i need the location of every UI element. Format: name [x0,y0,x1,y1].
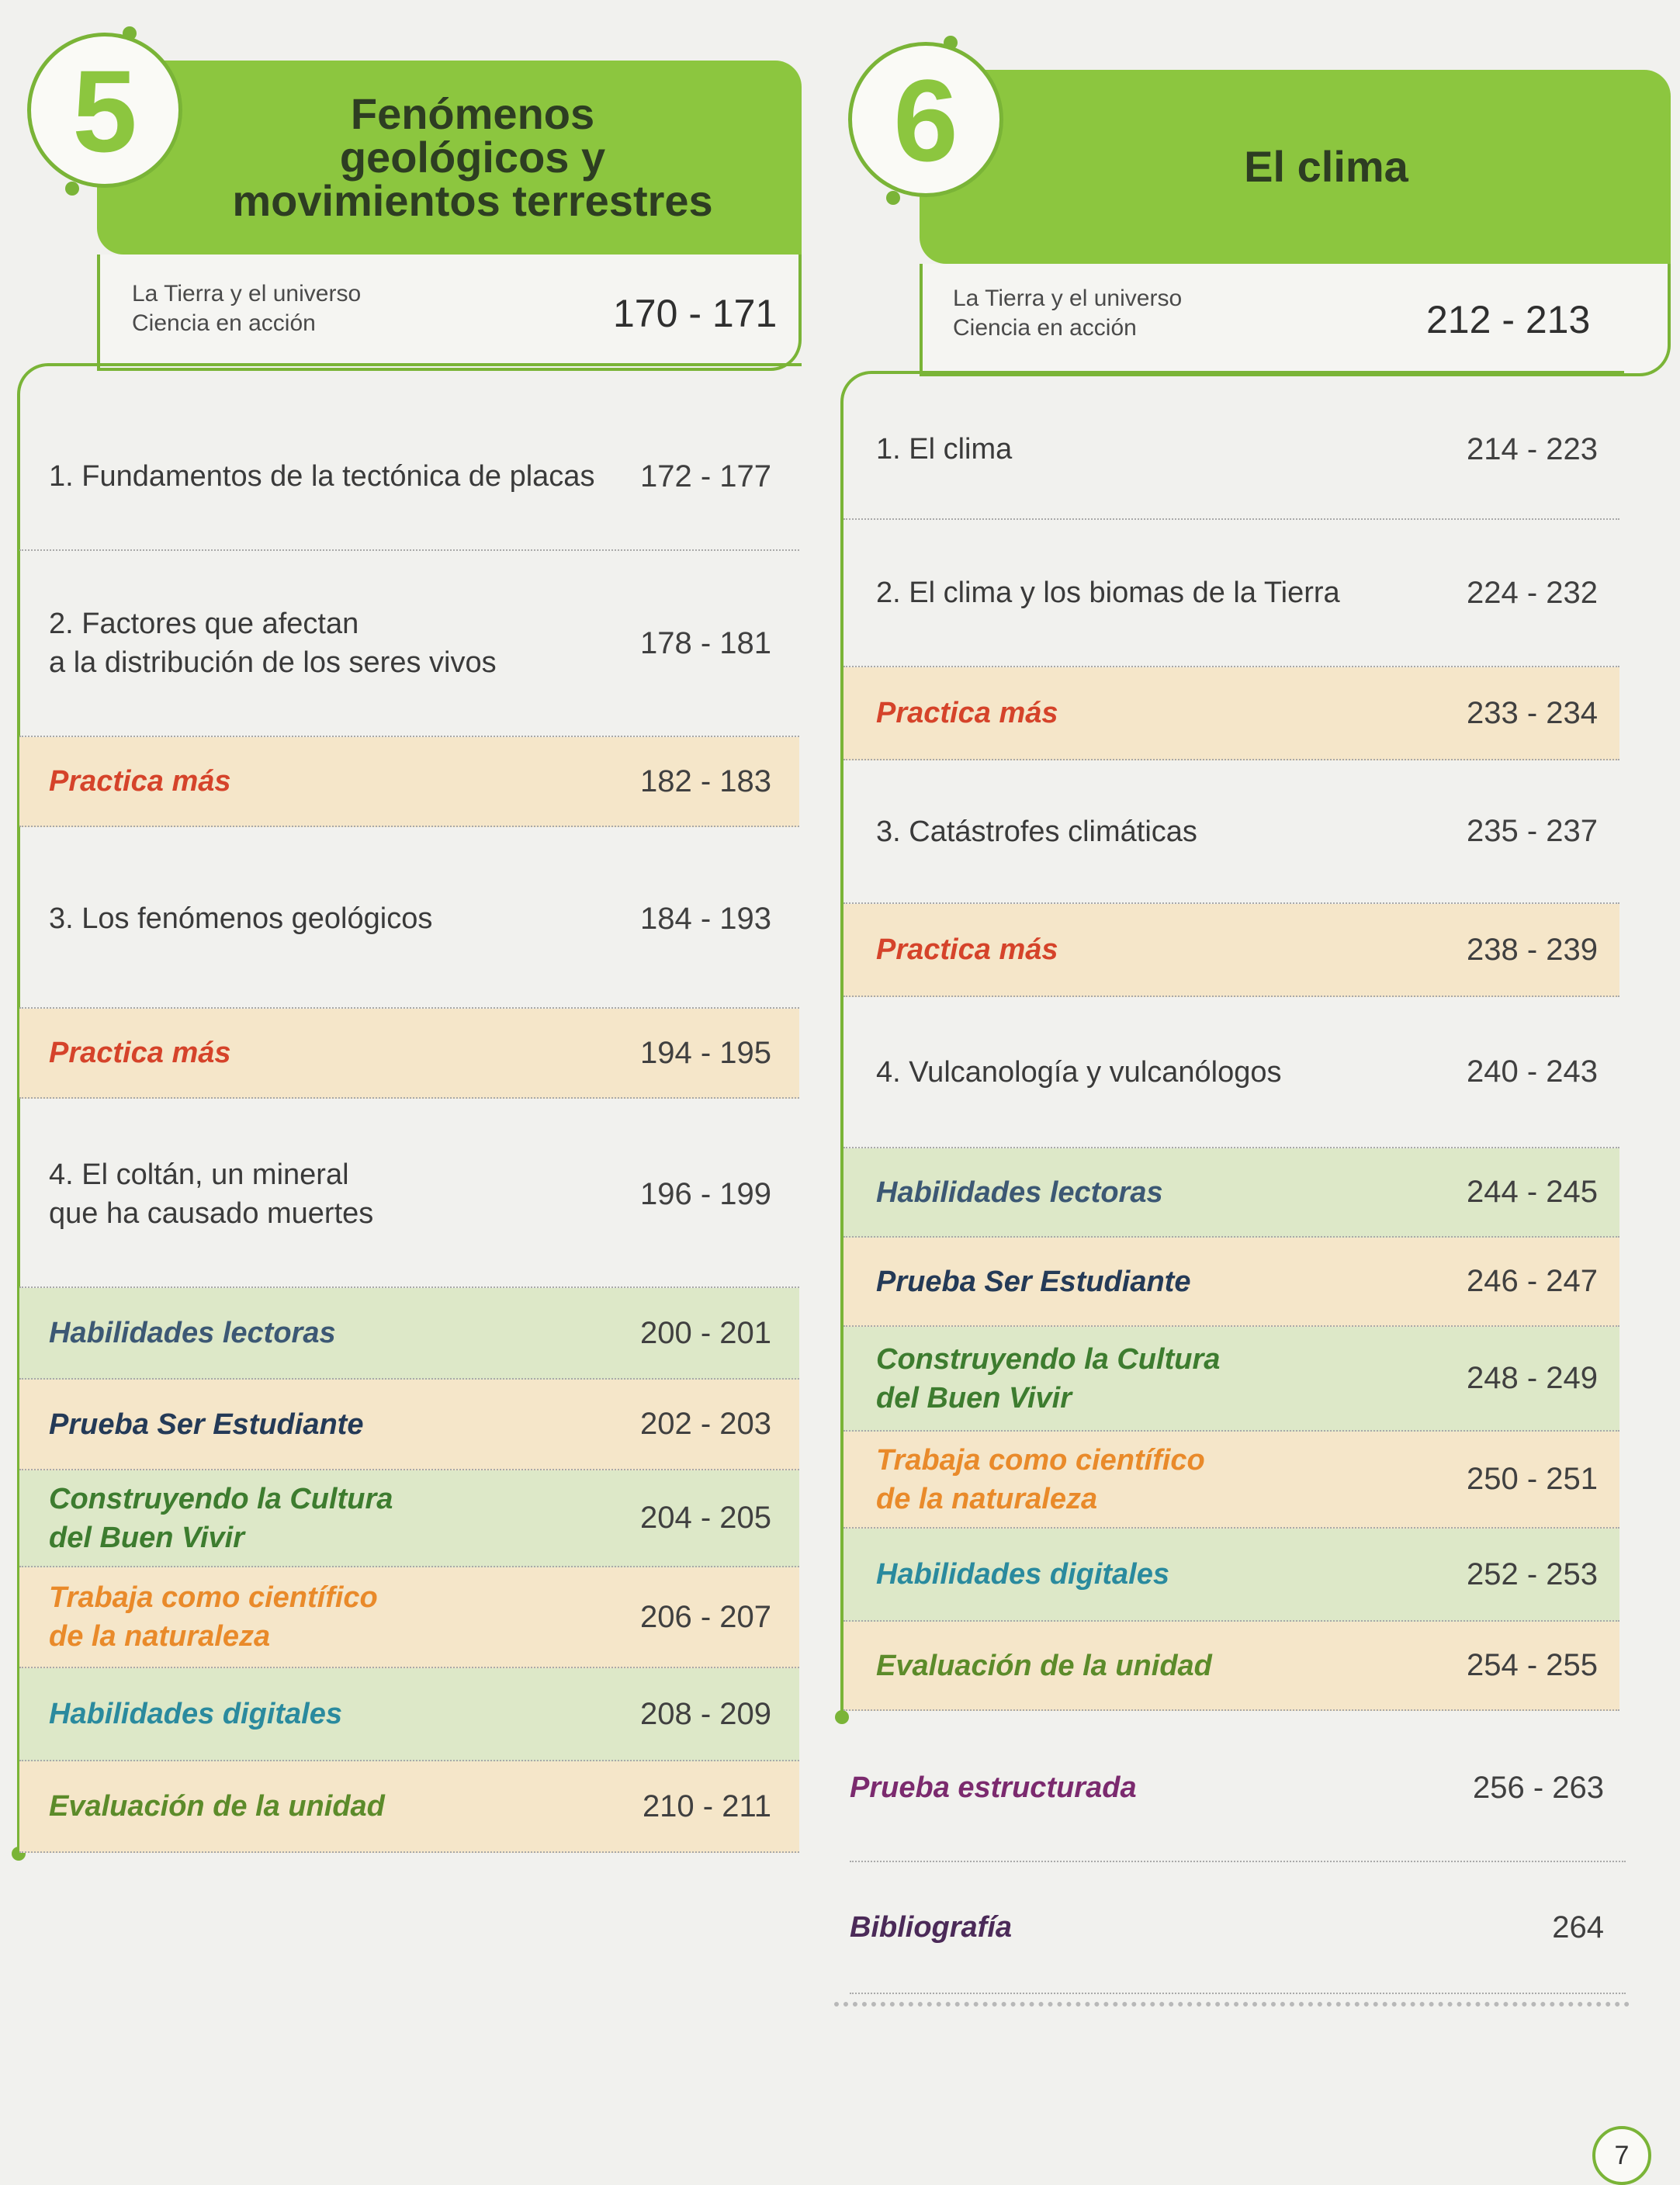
toc-entry-title: Habilidades digitales [876,1558,1169,1591]
toc-entry-pages: 238 - 239 [1466,932,1598,967]
toc-row[interactable] [843,1432,1619,1529]
toc-row[interactable] [19,737,799,827]
toc-row[interactable] [843,380,1619,520]
toc-entry-title: 2. El clima y los biomas de la Tierra [876,577,1340,609]
unit-5-number: 5 [72,46,137,176]
toc-entry-title: Habilidades lectoras [49,1317,336,1349]
toc-entry-pages: 172 - 177 [639,459,771,493]
unit-5-intro-pages: 170 - 171 [613,292,778,335]
toc-entry-pages: 204 - 205 [639,1501,771,1535]
toc-entry-title: Prueba Ser Estudiante [876,1265,1191,1298]
toc-row[interactable] [19,1470,799,1567]
toc-row[interactable] [19,403,799,551]
unit-5-title-line-2: geológicos y [339,133,606,182]
toc-row[interactable] [19,1009,799,1099]
toc-row[interactable] [19,1668,799,1761]
toc-row[interactable] [19,1761,799,1853]
unit-6-intro-pages: 212 - 213 [1426,298,1591,341]
toc-entry-title: Practica más [876,933,1058,966]
toc-entry-pages: 210 - 211 [642,1789,771,1823]
unit-5-ring-dot-top [123,26,137,40]
unit-6-intro-line-1: La Tierra y el universo [953,286,1183,311]
toc-entry-pages: 208 - 209 [639,1696,771,1731]
toc-row[interactable] [843,520,1619,667]
unit-6-title-bar [920,70,1671,264]
unit-6-toc-end-dot [835,1710,849,1724]
toc-row[interactable] [843,1327,1619,1432]
toc-entry-pages: 246 - 247 [1466,1264,1598,1298]
toc-row[interactable] [843,1238,1619,1327]
toc-entry-pages: 206 - 207 [639,1599,771,1634]
toc-row[interactable] [850,1862,1626,1994]
toc-entry-pages: 196 - 199 [639,1176,771,1211]
toc-entry-pages: 248 - 249 [1466,1361,1598,1395]
unit-6-intro-line-2: Ciencia en acción [953,315,1137,341]
unit-6-number: 6 [893,55,958,185]
toc-entry-title: 2. Factores que afectan a la distribución de los seres vivos [49,608,497,679]
toc-row[interactable] [843,904,1619,997]
toc-entry-pages: 250 - 251 [1466,1462,1598,1496]
toc-entry-pages: 194 - 195 [639,1035,771,1070]
toc-row[interactable] [19,1102,799,1288]
toc-row[interactable] [843,1148,1619,1238]
toc-entry-title: Practica más [876,697,1058,729]
toc-entry-title: Practica más [49,765,231,798]
toc-entry-pages: 184 - 193 [639,901,771,936]
toc-entry-pages: 178 - 181 [639,625,771,660]
toc-entry-pages: 244 - 245 [1466,1175,1598,1209]
bottom-dotted-rule [834,2002,1630,2007]
toc-entry-title: Construyendo la Cultura del Buen Vivir [49,1482,393,1554]
toc-row[interactable] [19,551,799,737]
toc-entry-title: 3. Catástrofes climáticas [876,815,1197,848]
toc-entry-title: 1. Fundamentos de la tectónica de placas [49,460,595,493]
unit-5-title-line-3: movimientos terrestres [232,176,713,225]
unit-5-ring-dot-bottom [65,182,79,196]
toc-entry-title: Habilidades lectoras [876,1176,1163,1209]
toc-entry-pages: 254 - 255 [1466,1648,1598,1682]
toc-entry-title: Prueba estructurada [850,1771,1137,1804]
toc-entry-pages: 224 - 232 [1466,575,1598,610]
toc-row[interactable] [843,1529,1619,1622]
unit-6-ring-dot-bottom [886,191,900,205]
toc-row[interactable] [19,1288,799,1380]
unit-5-intro-lines [132,279,361,338]
toc-entry-title: Practica más [49,1037,231,1069]
toc-entry-title: 1. El clima [876,433,1013,466]
toc-row[interactable] [843,1622,1619,1711]
toc-entry-pages: 235 - 237 [1466,814,1598,848]
toc-entry-pages: 202 - 203 [639,1407,771,1441]
toc-entry-title: 3. Los fenómenos geológicos [49,902,433,935]
unit-5-intro-line-2: Ciencia en acción [132,310,316,336]
toc-entry-title: Trabaja como científico de la naturaleza [49,1581,378,1653]
toc-entry-title: Bibliografía [850,1911,1013,1944]
unit-5-intro-line-1: La Tierra y el universo [132,281,362,306]
unit-5-title-line-1: Fenómenos [350,89,595,138]
toc-entry-title: 4. Vulcanología y vulcanólogos [876,1055,1282,1089]
toc-row[interactable] [19,1567,799,1668]
toc-row[interactable] [843,997,1619,1148]
toc-entry-title: Evaluación de la unidad [49,1790,385,1823]
toc-entry-pages: 252 - 253 [1466,1557,1598,1591]
unit-6-intro-lines [953,284,1182,343]
toc-row[interactable] [850,1715,1626,1862]
page-number: 7 [1614,2140,1630,2170]
toc-entry-title: 4. El coltán, un mineral que ha causado muertes [49,1158,374,1230]
toc-entry-pages: 256 - 263 [1472,1770,1604,1805]
toc-entry-title: Construyendo la Cultura del Buen Vivir [876,1342,1221,1415]
toc-row[interactable] [19,830,799,1009]
toc-entry-pages: 214 - 223 [1466,431,1598,466]
toc-row[interactable] [19,1380,799,1470]
toc-entry-title: Evaluación de la unidad [876,1649,1212,1682]
toc-entry-pages: 200 - 201 [639,1315,771,1350]
unit-6-title-line-1: El clima [1244,142,1408,191]
unit-5-title-bar [97,61,802,255]
toc-entry-pages: 233 - 234 [1466,695,1598,730]
toc-entry-title: Habilidades digitales [49,1698,342,1730]
toc-row[interactable] [843,667,1619,760]
page-number-badge [1592,2126,1651,2185]
toc-entry-pages: 240 - 243 [1466,1054,1598,1089]
toc-row[interactable] [843,760,1619,904]
toc-entry-title: Prueba Ser Estudiante [49,1408,364,1441]
toc-entry-pages: 182 - 183 [639,764,771,798]
toc-entry-title: Trabaja como científico de la naturaleza [876,1443,1205,1515]
unit-6-ring-dot-top [944,36,958,50]
toc-entry-pages: 264 [1552,1910,1604,1944]
